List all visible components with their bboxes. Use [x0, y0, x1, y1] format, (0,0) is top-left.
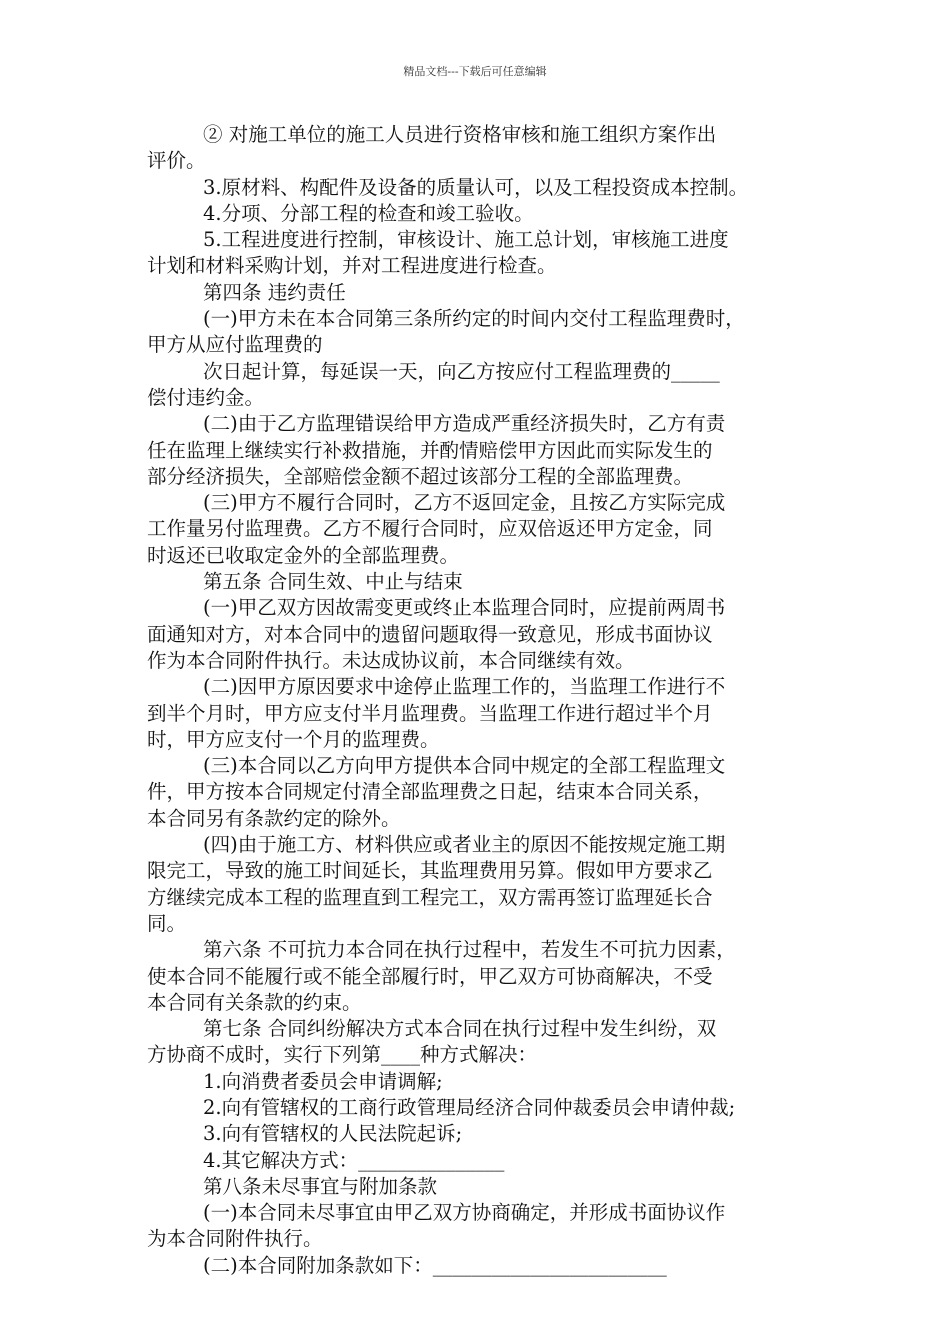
document-line: 时返还已收取定金外的全部监理费。 — [147, 543, 460, 567]
document-line: (一)甲方未在本合同第三条所约定的时间内交付工程监理费时， — [203, 307, 745, 331]
document-line: 第八条未尽事宜与附加条款 — [203, 1174, 438, 1198]
document-line: (一)甲乙双方因故需变更或终止本监理合同时，应提前两周书 — [203, 596, 726, 620]
document-line: 偿付违约金。 — [147, 385, 265, 409]
document-line: 件，甲方按本合同规定付清全部监理费之日起，结束本合同关系， — [147, 780, 713, 804]
document-line: (二)由于乙方监理错误给甲方造成严重经济损失时，乙方有责 — [203, 412, 726, 436]
document-line: (三)本合同以乙方向甲方提供本合同中规定的全部工程监理文 — [203, 754, 726, 778]
document-line: 限完工，导致的施工时间延长，其监理费用另算。假如甲方要求乙 — [147, 859, 713, 883]
document-line: 3.向有管辖权的人民法院起诉; — [203, 1122, 463, 1146]
document-line: 2.向有管辖权的工商行政管理局经济合同仲裁委员会申请仲裁; — [203, 1095, 736, 1119]
document-line: 工作量另付监理费。乙方不履行合同时，应双倍返还甲方定金，同 — [147, 517, 713, 541]
document-line: 为本合同附件执行。 — [147, 1227, 323, 1251]
document-line: 第七条 合同纠纷解决方式本合同在执行过程中发生纠纷，双 — [203, 1017, 717, 1041]
document-line: 评价。 — [147, 149, 206, 173]
page-header: 精品文档---下载后可任意编辑 — [403, 65, 547, 78]
document-line: 4.分项、分部工程的检查和竣工验收。 — [203, 201, 534, 225]
document-line: (一)本合同未尽事宜由甲乙双方协商确定，并形成书面协议作 — [203, 1201, 726, 1225]
document-line: 方继续完成本工程的监理直到工程完工，双方需再签订监理延长合 — [147, 885, 713, 909]
document-line: 甲方从应付监理费的 — [147, 333, 323, 357]
document-line: 使本合同不能履行或不能全部履行时，甲乙双方可协商解决，不受 — [147, 964, 713, 988]
document-line: (四)由于施工方、材料供应或者业主的原因不能按规定施工期 — [203, 833, 726, 857]
document-line: 作为本合同附件执行。未达成协议前，本合同继续有效。 — [147, 648, 635, 672]
document-line: 同。 — [147, 911, 187, 935]
document-body — [147, 122, 807, 1279]
document-line: 面通知对方，对本合同中的遗留问题取得一致意见，形成书面协议 — [147, 622, 713, 646]
document-line: 方协商不成时，实行下列第____种方式解决： — [147, 1043, 538, 1067]
document-line: 4.其它解决方式：_______________ — [203, 1148, 505, 1172]
document-line: 本合同有关条款的约束。 — [147, 990, 362, 1014]
document-line: (三)甲方不履行合同时，乙方不返回定金，且按乙方实际完成 — [203, 491, 726, 515]
document-line: 任在监理上继续实行补救措施，并酌情赔偿甲方因此而实际发生的 — [147, 438, 713, 462]
document-line: 次日起计算，每延误一天，向乙方按应付工程监理费的_____ — [203, 359, 720, 383]
document-line: 时，甲方应支付一个月的监理费。 — [147, 727, 440, 751]
document-line: 本合同另有条款约定的除外。 — [147, 806, 401, 830]
document-line: ② 对施工单位的施工人员进行资格审核和施工组织方案作出 — [203, 123, 717, 146]
document-line: 第五条 合同生效、中止与结束 — [203, 570, 463, 594]
document-line: 部分经济损失，全部赔偿金额不超过该部分工程的全部监理费。 — [147, 464, 694, 488]
document-line: 计划和材料采购计划，并对工程进度进行检查。 — [147, 254, 557, 278]
document-line: 第四条 违约责任 — [203, 280, 346, 304]
document-line: 1.向消费者委员会申请调解; — [203, 1069, 443, 1093]
document-line: (二)本合同附加条款如下：________________________ — [203, 1253, 667, 1277]
document-line: 3.原材料、构配件及设备的质量认可，以及工程投资成本控制。 — [203, 175, 749, 199]
document-line: 到半个月时，甲方应支付半月监理费。当监理工作进行超过半个月 — [147, 701, 713, 725]
document-line: 5.工程进度进行控制，审核设计、施工总计划，审核施工进度 — [203, 228, 729, 252]
document-line: 第六条 不可抗力本合同在执行过程中，若发生不可抗力因素， — [203, 938, 736, 962]
document-line: (二)因甲方原因要求中途停止监理工作的，当监理工作进行不 — [203, 675, 726, 699]
